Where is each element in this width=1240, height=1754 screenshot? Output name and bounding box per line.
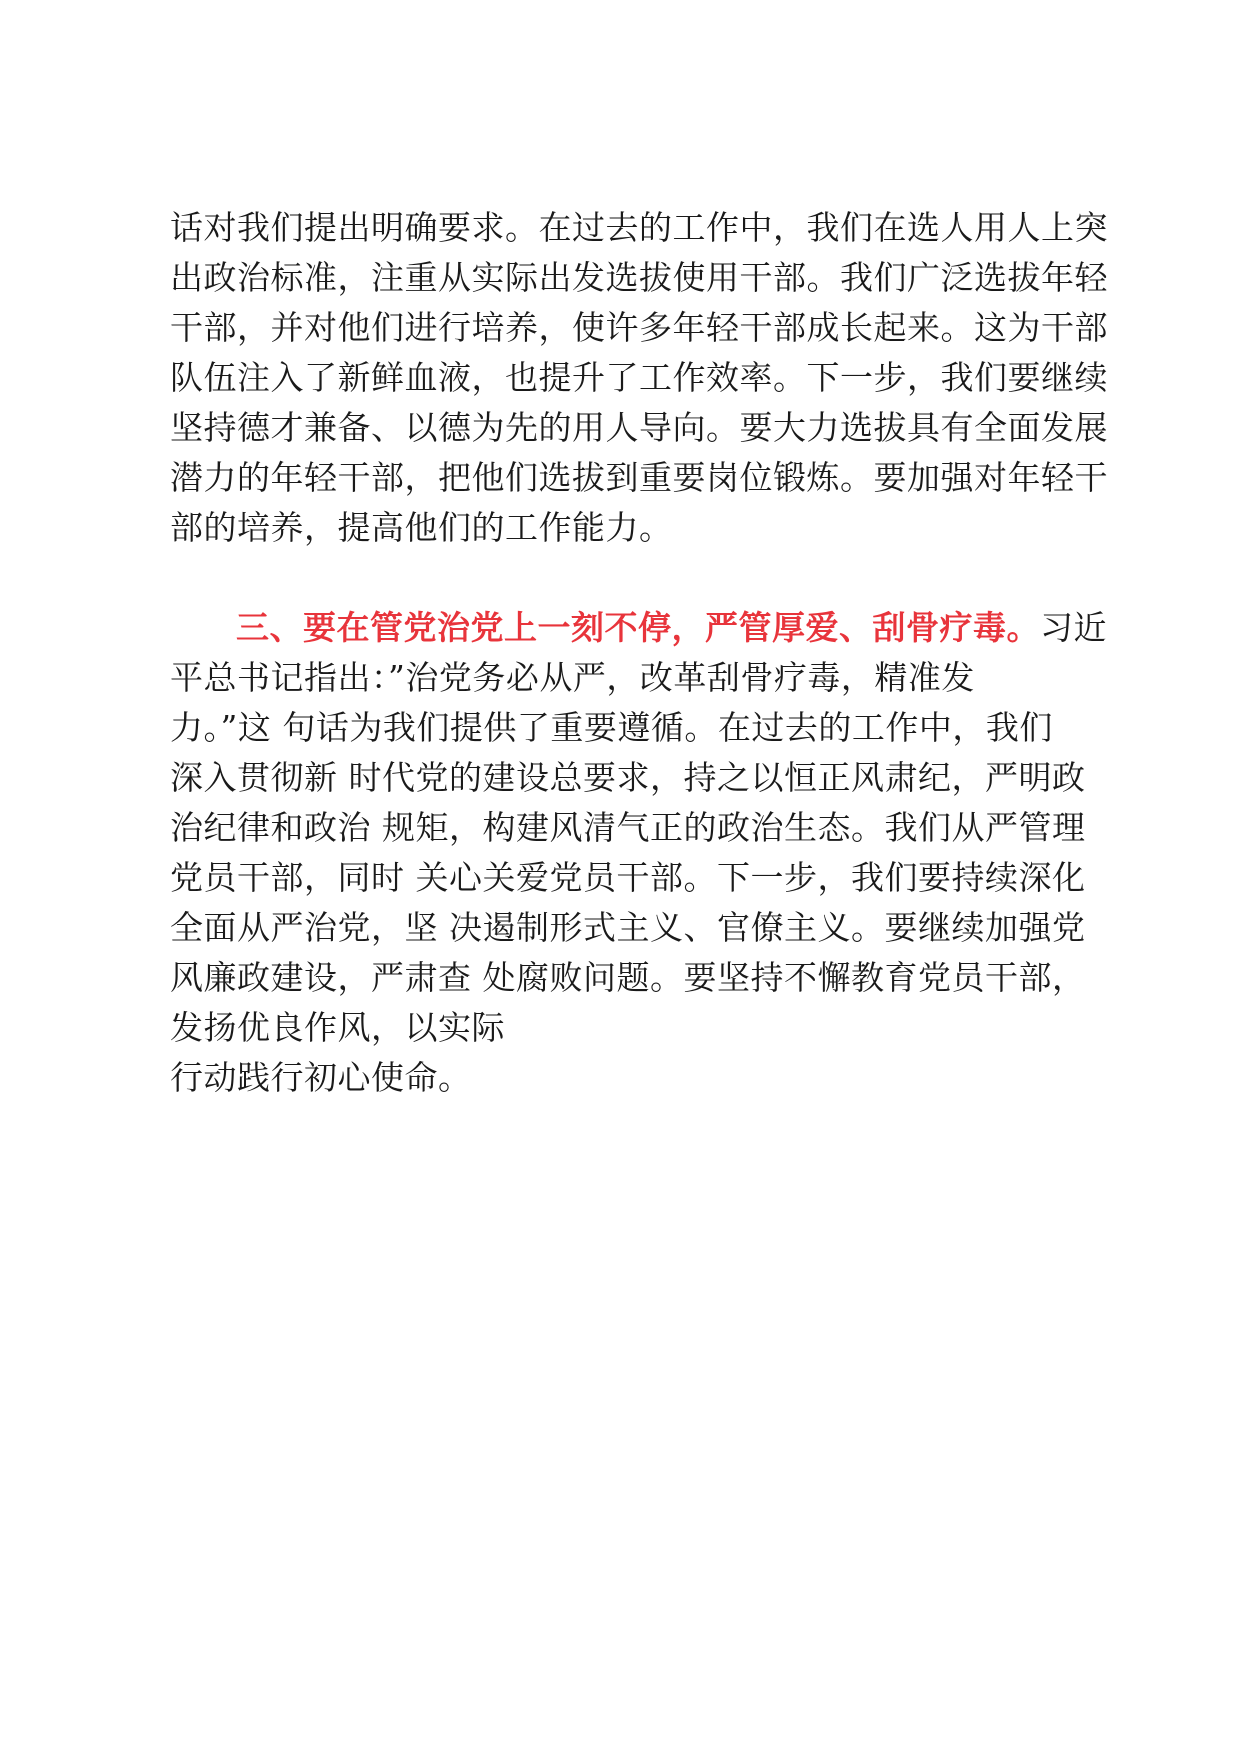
paragraph-2-line-3: 深入贯彻新 时代党的建设总要求，持之以恒正风肃纪，严明政 [170, 758, 1086, 797]
paragraph-1-line-2: 出政治标准，注重从实际出发选拔使用干部。我们广泛选拔年轻 [170, 258, 1108, 297]
paragraph-1-line-1: 话对我们提出明确要求。在过去的工作中，我们在选人用人上突 [170, 208, 1108, 247]
paragraph-2-line-7: 风廉政建设，严肃查 处腐败问题。要坚持不懈教育党员干部， [170, 958, 1086, 997]
paragraph-2-line-9: 行动践行初心使命。 [170, 1058, 472, 1097]
paragraph-1-line-4: 队伍注入了新鲜血液，也提升了工作效率。下一步，我们要继续 [170, 358, 1108, 397]
paragraph-2-line-1: 平总书记指出：”治党务必从严，改革刮骨疗毒，精准发 [170, 658, 975, 697]
paragraph-1-line-7: 部的培养，提高他们的工作能力。 [170, 508, 673, 547]
paragraph-2-line-8: 发扬优良作风，以实际 [170, 1008, 505, 1047]
paragraph-1-line-5: 坚持德才兼备、以德为先的用人导向。要大力选拔具有全面发展 [170, 408, 1108, 447]
paragraph-2-line-2: 力。”这 句话为我们提供了重要遵循。在过去的工作中，我们 [170, 708, 1053, 747]
paragraph-2-line-5: 党员干部，同时 关心关爱党员干部。下一步，我们要持续深化 [170, 858, 1086, 897]
paragraph-1-line-6: 潜力的年轻干部，把他们选拔到重要岗位锻炼。要加强对年轻干 [170, 458, 1108, 497]
paragraph-1-line-3: 干部，并对他们进行培养，使许多年轻干部成长起来。这为干部 [170, 308, 1108, 347]
paragraph-2-line-4: 治纪律和政治 规矩，构建风清气正的政治生态。我们从严管理 [170, 808, 1086, 847]
paragraph-2-line-6: 全面从严治党，坚 决遏制形式主义、官僚主义。要继续加强党 [170, 908, 1086, 947]
section-heading: 三、要在管党治党上一刻不停，严管厚爱、刮骨疗毒。 [236, 608, 1040, 647]
paragraph-2-heading-line [236, 603, 1107, 653]
heading-tail: 习近 [1040, 608, 1107, 647]
